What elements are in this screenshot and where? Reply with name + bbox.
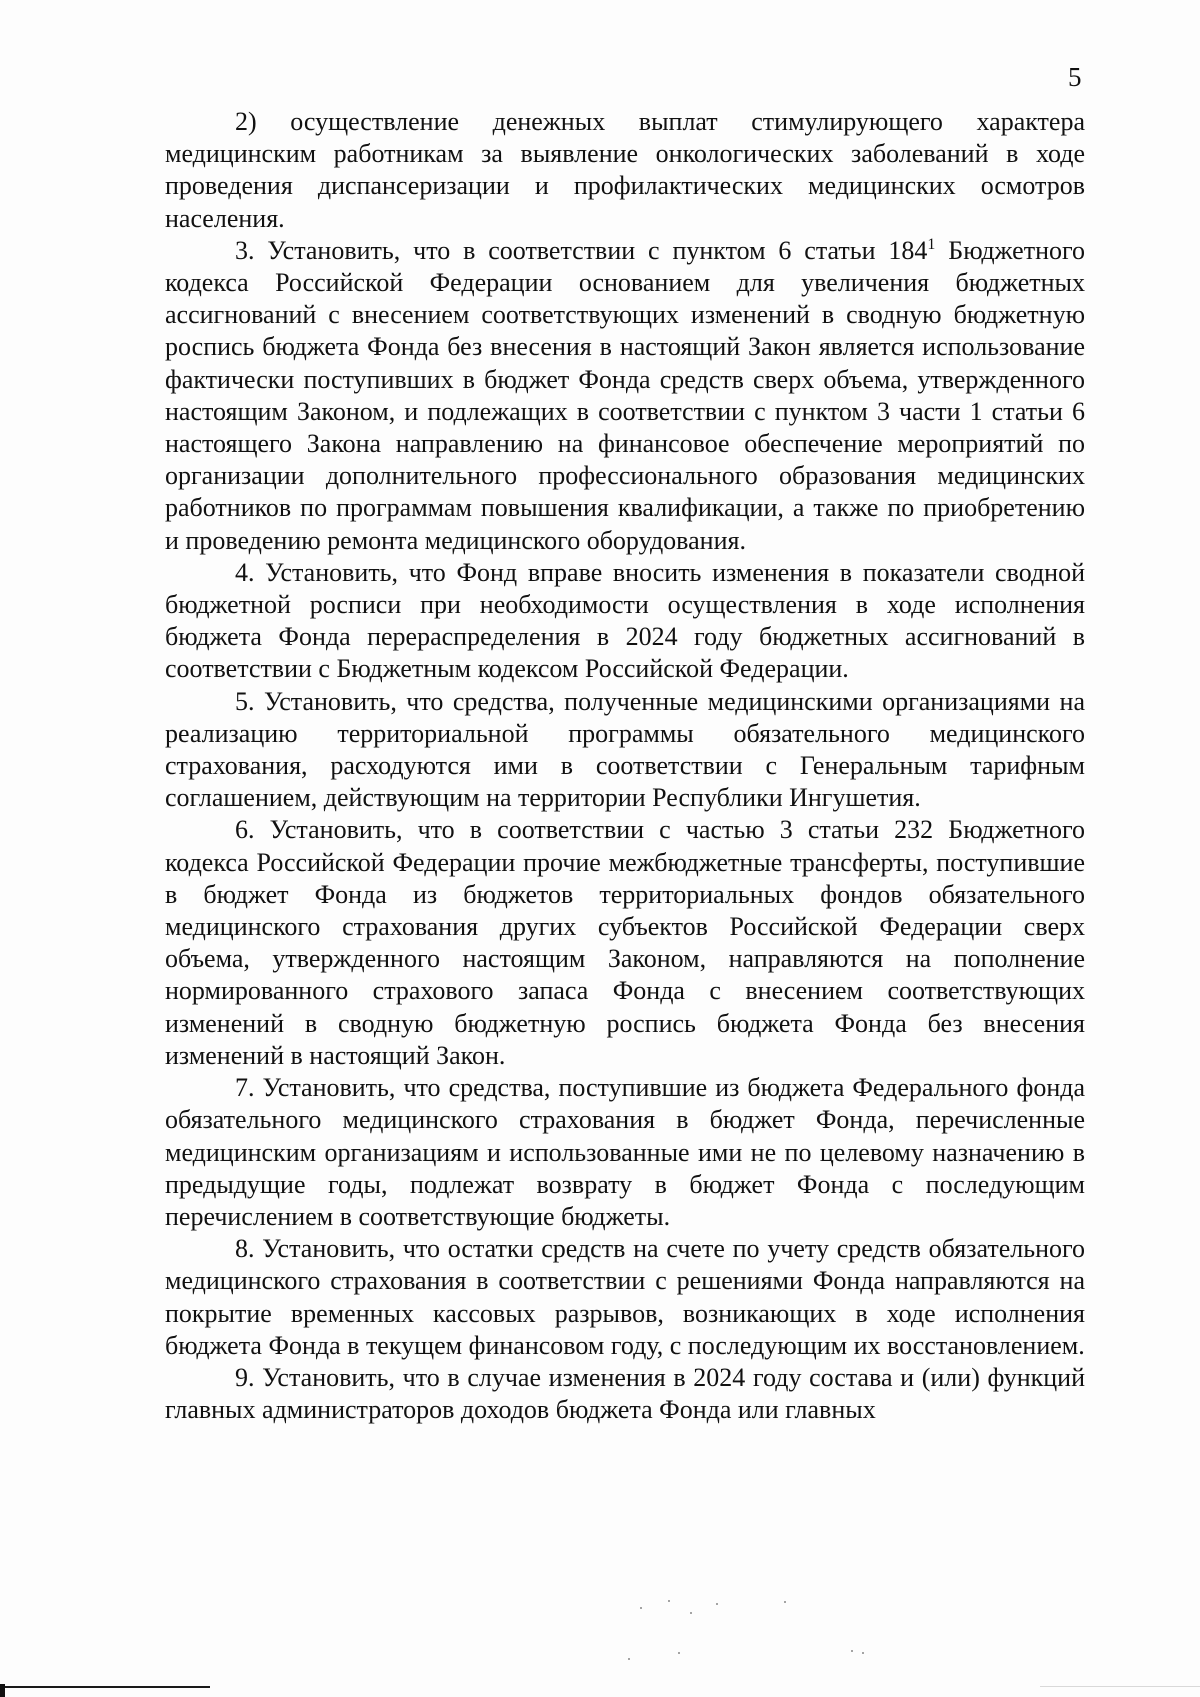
scan-edge-line [1040, 1686, 1200, 1687]
paragraph-clause-8: 8. Установить, что остатки средств на счете по учету средств обязательного медицинского страхования в соответствии с решениями Фонда направляются на покрытие временных кассовых разрывов, возникающих в ходе исполнения бюджета Фонда в текущем финансовом году, с последующим их восстановлением. [165, 1234, 1085, 1360]
paragraph-item-2: 2) осуществление денежных выплат стимулирующего характера медицинским работникам за выявление онкологических заболеваний в ходе проведения диспансеризации и профилактических медицинских осмотров населения. [165, 107, 1085, 233]
clause-3-text-start: 3. Установить, что в соответствии с пунктом 6 статьи 184 [235, 235, 928, 265]
scan-speck [640, 1607, 642, 1609]
paragraph-clause-9: 9. Установить, что в случае изменения в 2024 году состава и (или) функций главных администраторов доходов бюджета Фонда или главных [165, 1362, 1085, 1425]
scan-speck [628, 1658, 630, 1660]
article-superscript: 1 [927, 235, 936, 253]
scan-edge-line [0, 1686, 210, 1688]
scan-speck [716, 1603, 718, 1605]
clause-3-text-end: Бюджетного кодекса Российской Федерации основанием для увеличения бюджетных ассигнований с внесением соответствующих изменений в сводную бюджетную роспись бюджета Фонда без внесения в настоящий Закон является использование фактически поступивших в бюджет Фонда средств сверх объема, утвержденного настоящим Законом, и подлежащих в соответствии с пунктом 3 части 1 статьи 6 настоящего Закона направлению на финансовое обеспечение мероприятий по организации дополнительного профессионального образования медицинских работников по программам повышения квалификации, а также по приобретению и проведению ремонта медицинского оборудования. [165, 235, 1085, 555]
scan-speck [862, 1652, 864, 1654]
paragraph-clause-6: 6. Установить, что в соответствии с частью 3 статьи 232 Бюджетного кодекса Российской Федерации прочие межбюджетные трансферты, поступившие в бюджет Фонда из бюджетов территориальных фондов обязательного медицинского страхования других субъектов Российской Федерации сверх объема, утвержденного настоящим Законом, направляются на пополнение нормированного страхового запаса Фонда с внесением соответствующих изменений в сводную бюджетную роспись бюджета Фонда без внесения изменений в настоящий Закон. [165, 815, 1085, 1070]
paragraph-clause-4: 4. Установить, что Фонд вправе вносить изменения в показатели сводной бюджетной росписи при необходимости осуществления в ходе исполнения бюджета Фонда перераспределения в 2024 году бюджетных ассигнований в соответствии с Бюджетным кодексом Российской Федерации. [165, 557, 1085, 684]
scan-speck [668, 1600, 670, 1602]
scan-speck [784, 1601, 786, 1603]
page-number: 5 [1068, 62, 1082, 92]
scan-speck [851, 1650, 853, 1652]
paragraph-clause-7: 7. Установить, что средства, поступившие из бюджета Федерального фонда обязательного медицинского страхования в бюджет Фонда, перечисленные медицинским организациям и использованные ими не по целевому назначению в предыдущие годы, подлежат возврату в бюджет Фонда с последующим перечислением в соответствующие бюджеты. [165, 1073, 1085, 1231]
paragraph-clause-5: 5. Установить, что средства, полученные медицинскими организациями на реализацию территориальной программы обязательного медицинского страхования, расходуются ими в соответствии с Генеральным тарифным соглашением, действующим на территории Республики Ингушетия. [165, 686, 1085, 813]
scan-speck [690, 1612, 692, 1614]
paragraph-clause-3 [165, 235, 1085, 557]
scan-edge-mark [0, 1684, 5, 1697]
scan-speck [678, 1652, 680, 1654]
document-body [165, 106, 1085, 1426]
